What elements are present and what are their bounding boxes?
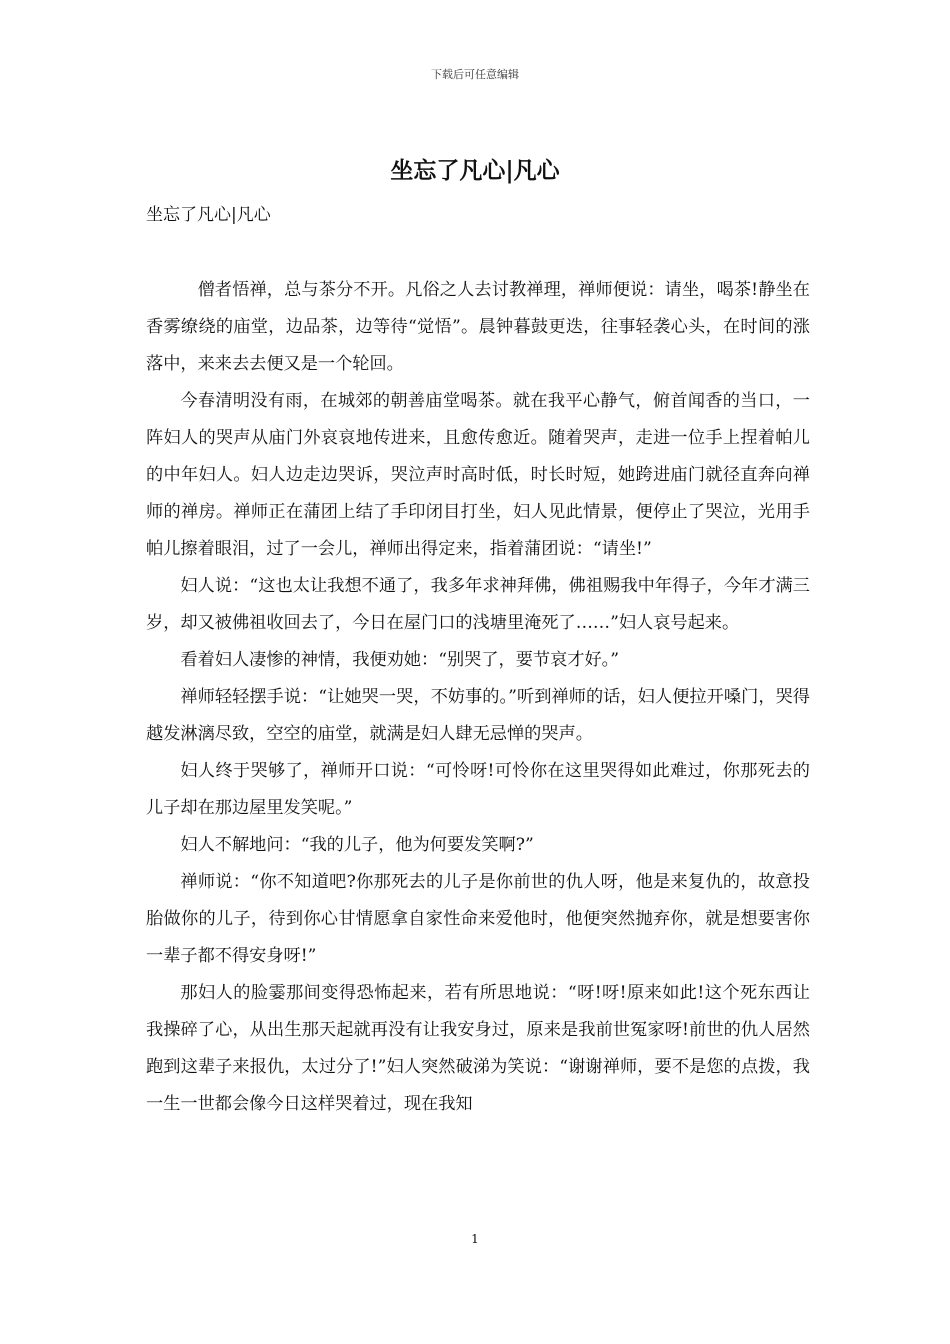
page-header-note: 下载后可任意编辑 (431, 68, 519, 81)
document-body (146, 272, 810, 1123)
paragraph: 看着妇人凄惨的神情，我便劝她：“别哭了，要节哀才好。” (180, 650, 620, 670)
paragraph: 禅师说：“你不知道吧?你那死去的儿子是你前世的仇人呀，他是来复仇的，故意投胎做你的儿子，待到你心甘情愿拿自家性命来爱他时，他便突然抛弃你，就是想要害你一辈子都不得安身呀!” (146, 872, 810, 966)
paragraph: 妇人说：“这也太让我想不通了，我多年求神拜佛，佛祖赐我中年得子，今年才满三岁，却又被佛祖收回去了，今日在屋门口的浅塘里淹死了……”妇人哀号起来。 (146, 576, 810, 633)
document-title: 坐忘了凡心|凡心 (390, 157, 560, 184)
paragraph: 今春清明没有雨，在城郊的朝善庙堂喝茶。就在我平心静气，俯首闻香的当口，一阵妇人的哭声从庙门外哀哀地传进来，且愈传愈近。随着哭声，走进一位手上捏着帕儿的中年妇人。妇人边走边哭诉，哭泣声时高时低，时长时短，她跨进庙门就径直奔向禅师的禅房。禅师正在蒲团上结了手印闭目打坐，妇人见此情景，便停止了哭泣，光用手帕儿擦着眼泪，过了一会儿，禅师出得定来，指着蒲团说：“请坐!” (146, 391, 810, 559)
page-number: 1 (471, 1232, 479, 1246)
paragraph: 妇人不解地问：“我的儿子，他为何要发笑啊?” (180, 835, 534, 855)
document-subtitle: 坐忘了凡心|凡心 (146, 205, 271, 225)
paragraph: 那妇人的脸霎那间变得恐怖起来，若有所思地说：“呀!呀!原来如此!这个死东西让我操碎了心，从出生那天起就再没有让我安身过，原来是我前世冤家呀!前世的仇人居然跑到这辈子来报仇，太过分了!”妇人突然破涕为笑说：“谢谢禅师，要不是您的点拨，我一生一世都会像今日这样哭着过，现在我知 (146, 983, 810, 1114)
paragraph: 僧者悟禅，总与茶分不开。凡俗之人去讨教禅理，禅师便说：请坐，喝茶!静坐在香雾缭绕的庙堂，边品茶，边等待“觉悟”。晨钟暮鼓更迭，往事轻袭心头，在时间的涨落中，来来去去便又是一个轮回。 (146, 280, 810, 374)
paragraph: 禅师轻轻摆手说：“让她哭一哭，不妨事的。”听到禅师的话，妇人便拉开嗓门，哭得越发淋漓尽致，空空的庙堂，就满是妇人肆无忌惮的哭声。 (146, 687, 810, 744)
paragraph: 妇人终于哭够了，禅师开口说：“可怜呀!可怜你在这里哭得如此难过，你那死去的儿子却在那边屋里发笑呢。” (146, 761, 810, 818)
